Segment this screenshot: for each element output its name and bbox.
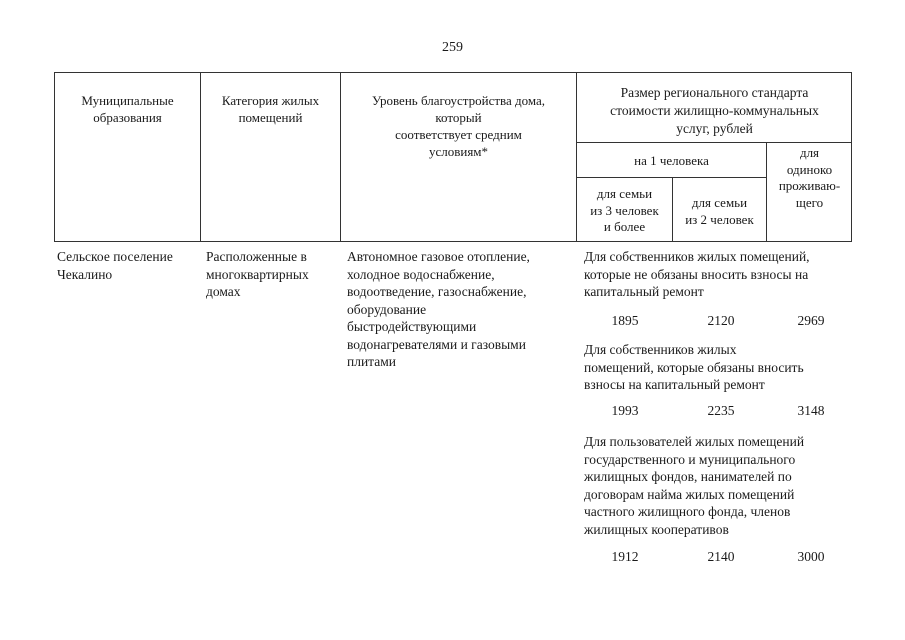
header-divider <box>576 142 852 143</box>
header-municipality: Муниципальные образования <box>81 93 174 125</box>
cell-municipality: Сельское поселение Чекалино <box>57 249 173 282</box>
value-single: 2969 <box>797 313 825 328</box>
group-label: Для собственников жилых помещений, которые не обязаны вносить взносы на капитальный ремонт <box>584 249 810 299</box>
header-family2: для семьи из 2 человек <box>685 195 754 227</box>
header-category: Категория жилых помещений <box>221 93 320 125</box>
header-per-person: на 1 человека <box>634 153 709 168</box>
header-level: Уровень благоустройства дома, который соответствует средним условиям* <box>371 93 546 159</box>
header-divider <box>576 177 766 178</box>
value-family3: 1912 <box>611 549 639 564</box>
header-single: для одиноко проживаю- щего <box>778 145 841 210</box>
cell-category: Расположенные в многоквартирных домах <box>206 249 309 299</box>
value-family2: 2140 <box>707 549 735 564</box>
value-single: 3000 <box>797 549 825 564</box>
value-family2: 2235 <box>707 403 735 418</box>
group-label: Для пользователей жилых помещений государственного и муниципального жилищных фондов, нанимателей по договорам найма жилых помещений частного жилищного фонда, членов жилищных кооперативов <box>584 434 805 537</box>
header-family3: для семьи из 3 человек и более <box>590 186 659 234</box>
group-label: Для собственников жилых помещений, которые обязаны вносить взносы на капитальный ремонт <box>584 342 804 392</box>
value-family2: 2120 <box>707 313 735 328</box>
cell-level: Автономное газовое отопление, холодное водоснабжение, водоотведение, газоснабжение, оборудование быстродействующими водонагревателями и газовыми плитами <box>347 249 530 369</box>
value-family3: 1895 <box>611 313 639 328</box>
value-single: 3148 <box>797 403 825 418</box>
header-standard: Размер регионального стандарта стоимости жилищно-коммунальных услуг, рублей <box>610 85 819 136</box>
value-family3: 1993 <box>611 403 639 418</box>
page-number: 259 <box>442 40 463 55</box>
